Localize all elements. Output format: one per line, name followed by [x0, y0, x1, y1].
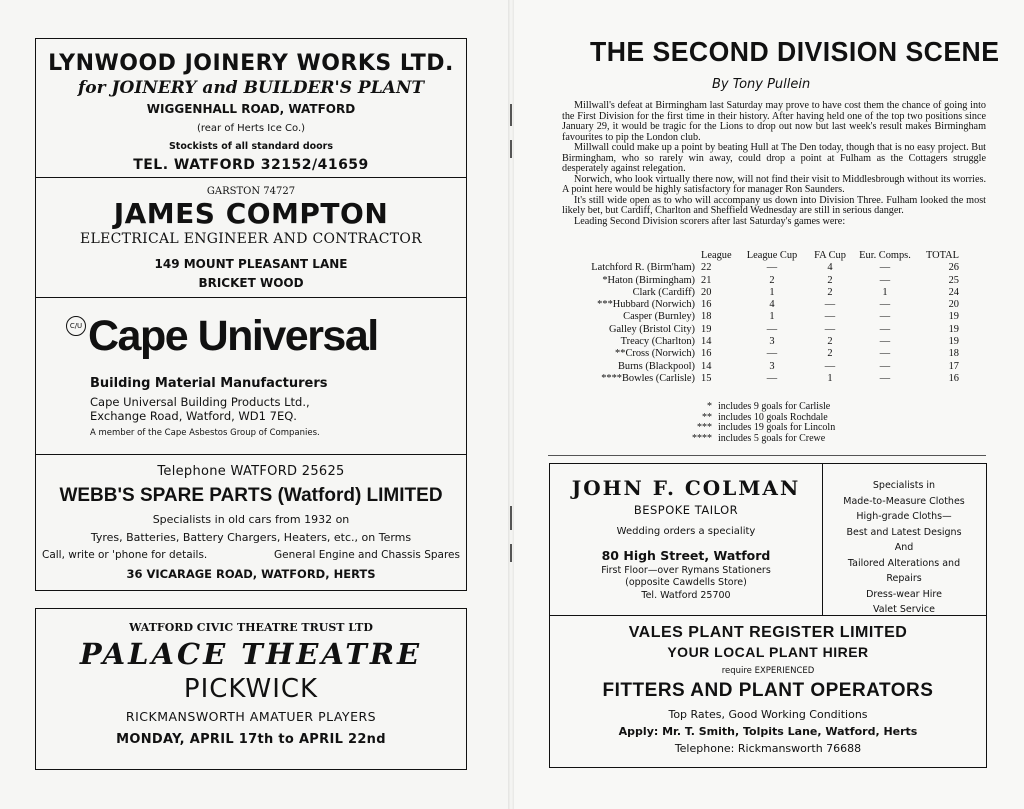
palace-show: PICKWICK	[183, 674, 319, 704]
table-cell: 24	[948, 286, 959, 298]
table-cell: 26	[948, 262, 959, 274]
palace-theatre-ad	[35, 608, 467, 770]
palace-name: PALACE THEATRE	[79, 637, 423, 671]
vales-wanted: FITTERS AND PLANT OPERATORS	[602, 680, 934, 701]
table-cell: 3	[769, 336, 775, 348]
table-cell: 19	[948, 336, 959, 348]
scorer-name: ***Hubbard (Norwich)	[597, 299, 695, 311]
table-cell: 17	[948, 360, 959, 372]
colman-line3: (opposite Cawdells Store)	[625, 577, 747, 588]
webbs-line3b: General Engine and Chassis Spares	[273, 549, 460, 561]
cape-member: A member of the Cape Asbestos Group of Companies.	[90, 428, 320, 438]
table-cell: 1	[827, 372, 833, 384]
table-cell: 2	[827, 336, 833, 348]
scorer-name: Clark (Cardiff)	[632, 286, 695, 298]
webbs-name: WEBB'S SPARE PARTS (Watford) LIMITED	[59, 485, 443, 506]
table-header-row	[555, 250, 959, 262]
webbs-line2: Tyres, Batteries, Battery Chargers, Heaters, etc., on Terms	[90, 531, 412, 544]
vales-ad	[549, 615, 987, 768]
scorers-table	[555, 250, 959, 385]
table-cell: 16	[948, 372, 959, 384]
scorer-name: Casper (Burnley)	[623, 311, 695, 323]
colman-main	[550, 464, 823, 615]
staple-mark	[510, 140, 512, 158]
staple-mark	[510, 506, 512, 530]
table-cell: —	[824, 299, 836, 311]
table-cell: —	[879, 299, 891, 311]
table-row	[555, 348, 959, 360]
table-cell: —	[879, 348, 891, 360]
lynwood-tel: TEL. WATFORD 32152/41659	[133, 157, 369, 173]
cape-address2: Exchange Road, Watford, WD1 7EQ.	[90, 409, 297, 423]
lynwood-ad	[35, 38, 467, 178]
table-row	[555, 373, 959, 385]
scorer-name: Latchford R. (Birm'ham)	[591, 262, 695, 274]
scorer-name: **Cross (Norwich)	[615, 348, 695, 360]
lynwood-note: (rear of Herts Ice Co.)	[196, 123, 306, 134]
compton-address1: 149 MOUNT PLEASANT LANE	[154, 257, 348, 271]
scorers-notes	[680, 402, 835, 444]
article-paragraph: Norwich, who look virtually there now, will not find their visit to Middlesbrough without its worries. A point here would be highly satisfactory for manager Ron Saunders.	[562, 173, 986, 195]
colman-specialties	[823, 478, 985, 618]
table-cell: 21	[701, 274, 712, 286]
table-row	[555, 262, 959, 274]
table-cell: 18	[948, 348, 959, 360]
compton-name: JAMES COMPTON	[113, 197, 389, 230]
article-paragraph: Leading Second Division scorers after last Saturday's games were:	[574, 215, 846, 227]
vales-slogan: YOUR LOCAL PLANT HIRER	[667, 644, 869, 660]
table-cell: —	[766, 348, 778, 360]
scorer-name: Galley (Bristol City)	[608, 323, 695, 335]
compton-ad	[35, 177, 467, 298]
lynwood-address: WIGGENHALL ROAD, WATFORD	[146, 102, 356, 116]
scorer-name: ****Bowles (Carlisle)	[601, 372, 695, 384]
table-row	[555, 287, 959, 299]
table-header: TOTAL	[925, 250, 959, 261]
table-cell: —	[879, 336, 891, 348]
article-byline: By Tony Pullein	[712, 77, 811, 92]
table-cell: —	[879, 311, 891, 323]
colman-name: JOHN F. COLMAN	[571, 476, 801, 500]
lynwood-tagline: for JOINERY and BUILDER'S PLANT	[77, 78, 425, 98]
colman-address: 80 High Street, Watford	[601, 548, 771, 563]
table-cell: 4	[769, 299, 775, 311]
note-text: includes 5 goals for Crewe	[718, 432, 826, 444]
note-line	[680, 434, 835, 445]
table-header: Eur. Comps.	[859, 250, 911, 261]
webbs-line3	[36, 549, 466, 561]
table-cell: —	[879, 262, 891, 274]
note-mark: *	[707, 401, 712, 412]
table-row	[555, 361, 959, 373]
cape-subtitle: Building Material Manufacturers	[90, 376, 328, 391]
scorers-table-body	[555, 262, 959, 385]
palace-dates: MONDAY, APRIL 17th to APRIL 22nd	[116, 732, 386, 747]
compton-address2: BRICKET WOOD	[198, 276, 304, 290]
article-paragraph: Millwall's defeat at Birmingham last Saturday may prove to have cost them the chance of going into the First Division for the first time in their history. After having held one of the top two positions since January 29, it would be tragic for the Lions to drop out now but last week's result makes Birmingham favourites to pip the London club.	[562, 100, 986, 143]
table-cell: 15	[701, 372, 712, 384]
colman-specialty: Best and Latest Designs	[846, 526, 962, 538]
table-header	[555, 250, 701, 262]
colman-trade: BESPOKE TAILOR	[633, 503, 739, 517]
table-row	[555, 275, 959, 287]
colman-specialty: Dress-wear Hire	[866, 588, 942, 600]
table-cell: 2	[827, 274, 833, 286]
lynwood-name: LYNWOOD JOINERY WORKS LTD.	[48, 51, 454, 76]
staple-mark	[510, 104, 512, 126]
table-cell: 1	[769, 311, 775, 323]
table-cell: —	[879, 274, 891, 286]
table-cell: —	[879, 372, 891, 384]
staple-mark	[510, 544, 512, 562]
note-mark: **	[702, 411, 712, 423]
colman-specialty: Tailored Alterations and	[847, 557, 961, 569]
note-text: includes 10 goals Rochdale	[718, 411, 828, 423]
compton-trade: ELECTRICAL ENGINEER AND CONTRACTOR	[79, 231, 423, 247]
cape-name: Cape Universal	[88, 312, 378, 360]
table-cell: —	[824, 323, 836, 335]
table-row	[555, 299, 959, 311]
colman-specialty: Repairs	[886, 573, 922, 584]
cape-universal-ad	[35, 297, 467, 455]
colman-specialty: And	[894, 542, 914, 553]
webbs-phone: Telephone WATFORD 25625	[157, 464, 345, 479]
article-paragraph: Millwall could make up a point by beating Hull at The Den today, though that is no easy project. But Birmingham, who so rarely win away, could drop a point at Fulham as the Cottagers struggle desperately against relegation.	[562, 142, 986, 174]
table-cell: 18	[701, 311, 712, 323]
table-cell: 2	[827, 348, 833, 360]
table-cell: 20	[948, 299, 959, 311]
vales-line3: Telephone: Rickmansworth 76688	[674, 742, 862, 755]
cape-address1: Cape Universal Building Products Ltd.,	[90, 395, 310, 409]
table-cell: 3	[769, 360, 775, 372]
colman-tel: Tel. Watford 25700	[641, 590, 731, 601]
table-row	[555, 336, 959, 348]
table-cell: —	[766, 372, 778, 384]
table-cell: 19	[948, 323, 959, 335]
note-text: includes 19 goals for Lincoln	[718, 422, 836, 434]
vales-require: require EXPERIENCED	[721, 666, 815, 676]
table-cell: 16	[701, 348, 712, 360]
table-cell: 20	[701, 286, 712, 298]
table-cell: —	[824, 360, 836, 372]
table-cell: 22	[701, 262, 712, 274]
scorer-name: *Haton (Birmingham)	[602, 274, 695, 286]
article-paragraph: It's still wide open as to who will accompany us down into Division Three. Fulham looked the most likely bet, but Cardiff, Charlton and Sheffield Wednesday are still in serious danger.	[562, 194, 986, 216]
divider	[548, 455, 986, 456]
table-cell: —	[879, 323, 891, 335]
note-text: includes 9 goals for Carlisle	[718, 401, 831, 412]
cape-logo-icon: C/U	[66, 316, 86, 336]
webbs-line3a: Call, write or 'phone for details.	[42, 549, 208, 561]
table-cell: 1	[769, 286, 775, 298]
vales-name: VALES PLANT REGISTER LIMITED	[628, 624, 908, 641]
table-cell: 4	[827, 262, 833, 274]
colman-specialty: High-grade Cloths—	[856, 511, 952, 522]
table-cell: 25	[948, 274, 959, 286]
table-cell: 2	[769, 274, 775, 286]
colman-ad	[549, 463, 987, 616]
table-row	[555, 311, 959, 323]
colman-specialty: Made-to-Measure Clothes	[843, 495, 965, 507]
article-title: THE SECOND DIVISION SCENE	[590, 36, 1000, 67]
scorer-name: Burns (Blackpool)	[617, 360, 695, 372]
table-row	[555, 324, 959, 336]
vales-line1: Top Rates, Good Working Conditions	[668, 708, 868, 721]
note-mark: ****	[692, 432, 712, 444]
palace-trust: WATFORD CIVIC THEATRE TRUST LTD	[129, 621, 373, 634]
table-cell: —	[879, 360, 891, 372]
compton-phone: GARSTON 74727	[206, 186, 296, 197]
table-cell: 2	[827, 286, 833, 298]
table-cell: —	[824, 311, 836, 323]
table-cell: 1	[882, 286, 888, 298]
colman-specialty: Valet Service	[873, 604, 935, 615]
scorer-name: Treacy (Charlton)	[620, 336, 695, 348]
table-cell: 16	[701, 299, 712, 311]
table-cell: 14	[701, 336, 712, 348]
vales-line2: Apply: Mr. T. Smith, Tolpits Lane, Watford, Herts	[618, 725, 918, 738]
table-cell: 19	[701, 323, 712, 335]
table-cell: —	[766, 323, 778, 335]
colman-specialty: Specialists in	[872, 480, 936, 491]
table-header: FA Cup	[814, 250, 846, 261]
table-cell: 19	[948, 311, 959, 323]
table-cell: 14	[701, 360, 712, 372]
webbs-ad	[35, 454, 467, 591]
table-cell: —	[766, 262, 778, 274]
webbs-line1: Specialists in old cars from 1932 on	[152, 513, 350, 526]
palace-company: RICKMANSWORTH AMATUER PLAYERS	[125, 709, 377, 724]
colman-line2: First Floor—over Rymans Stationers	[601, 565, 771, 576]
colman-line1: Wedding orders a speciality	[616, 526, 756, 537]
lynwood-stock: Stockists of all standard doors	[168, 141, 334, 152]
table-header: League	[701, 250, 732, 261]
article-body	[562, 101, 986, 227]
webbs-address: 36 VICARAGE ROAD, WATFORD, HERTS	[126, 567, 376, 581]
table-header: League Cup	[746, 250, 798, 261]
note-mark: ***	[697, 422, 712, 434]
